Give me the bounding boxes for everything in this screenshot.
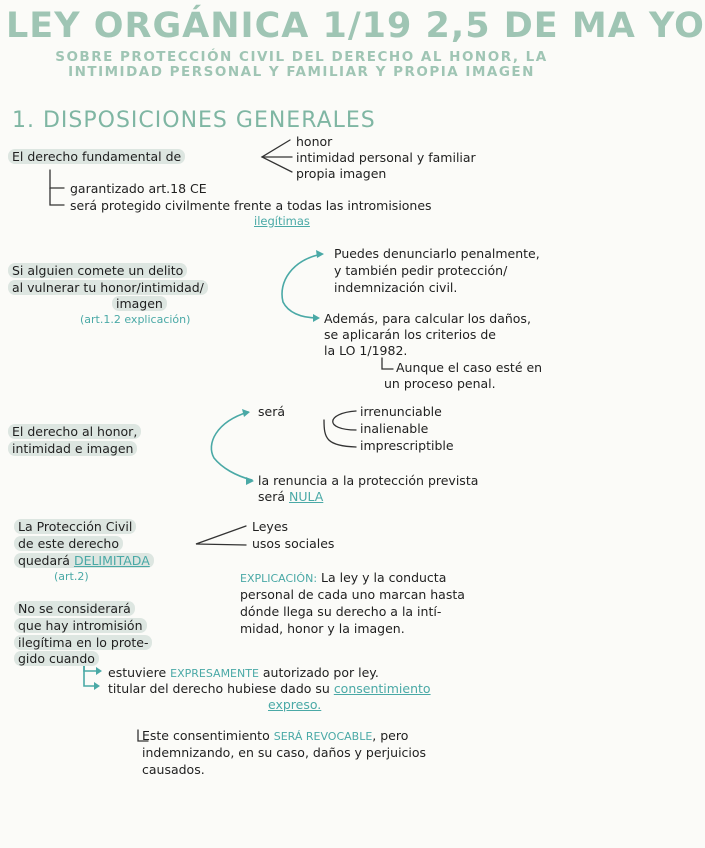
delimitation-line-2: de este derecho — [14, 536, 123, 551]
delimitation-line-1: La Protección Civil — [14, 519, 136, 534]
source-usos-sociales: usos sociales — [252, 536, 335, 551]
trait-inalienable: inalienable — [360, 421, 429, 436]
revocable-term: SERÁ REVOCABLE — [273, 730, 373, 743]
crime-line-3: imagen — [112, 296, 167, 311]
article-2-reference: (art.2) — [54, 570, 89, 583]
trait-irrenunciable: irrenunciable — [360, 404, 442, 419]
case-authorized-b: autorizado por ley. — [262, 665, 379, 680]
crime-line-2: al vulnerar tu honor/intimidad/ — [8, 280, 208, 295]
ilegitimas-term: ilegítimas — [254, 214, 310, 228]
revocable-line-3: causados. — [142, 762, 205, 777]
revocable-b: , pero — [372, 728, 409, 743]
right-item-intimidad: intimidad personal y familiar — [296, 150, 476, 165]
delimitada-term: DELIMITADA — [73, 553, 150, 568]
guarantee-note: garantizado art.18 CE — [70, 181, 207, 196]
exception-line-3: ilegítima en lo prote- — [14, 635, 152, 650]
honor-line-2: intimidad e imagen — [8, 441, 137, 456]
sera-label: será — [258, 404, 286, 419]
criteria-line-1: Además, para calcular los daños, — [324, 311, 531, 326]
explanation-line-2: personal de cada uno marcan hasta — [240, 587, 465, 602]
trait-imprescriptible: imprescriptible — [360, 438, 454, 453]
explanation-label: EXPLICACIÓN: — [240, 572, 318, 585]
delimitation-line-3 — [14, 553, 154, 568]
renuncia-line-1: la renuncia a la protección prevista — [258, 473, 479, 488]
expresamente-term: EXPRESAMENTE — [170, 667, 259, 680]
exception-line-1: No se considerará — [14, 601, 135, 616]
protection-note: será protegido civilmente frente a todas las intromisiones — [70, 198, 432, 213]
right-item-imagen: propia imagen — [296, 166, 387, 181]
honor-line-1: El derecho al honor, — [8, 424, 141, 439]
explanation-line-3: dónde llega su derecho a la intí- — [240, 604, 442, 619]
document-title: LEY ORGÁNICA 1/19 2,5 DE MA YO — [6, 6, 705, 46]
explanation-text-1: La ley y la conducta — [321, 570, 447, 585]
nula-term: NULA — [289, 489, 324, 504]
section-heading: 1. DISPOSICIONES GENERALES — [12, 108, 376, 133]
case-consent — [108, 681, 431, 696]
document-subtitle: SOBRE PROTECCIÓN CIVIL DEL DERECHO AL HONOR, LA INTIMIDAD PERSONAL Y FAMILIAR Y PROPIA IMAGEN — [55, 49, 548, 80]
penal-line-2: un proceso penal. — [384, 376, 496, 391]
exception-line-2: que hay intromisión — [14, 618, 147, 633]
case-authorized-a: estuviere — [108, 665, 167, 680]
case-consent-a: titular del derecho hubiese dado su — [108, 681, 330, 696]
explanation-line-4: midad, honor y la imagen. — [240, 621, 405, 636]
article-reference: (art.1.2 explicación) — [80, 313, 191, 326]
option-line-3: indemnización civil. — [334, 280, 458, 295]
option-line-1: Puedes denunciarlo penalmente, — [334, 246, 540, 261]
option-line-2: y también pedir protección/ — [334, 263, 508, 278]
revocable-a: Este consentimiento — [142, 728, 270, 743]
source-leyes: Leyes — [252, 519, 289, 534]
quedara-word: quedará — [18, 553, 70, 568]
explanation-line-1 — [240, 570, 446, 585]
criteria-line-3: la LO 1/1982. — [324, 343, 408, 358]
revocable-line-1 — [142, 728, 408, 743]
penal-line-1: Aunque el caso esté en — [396, 360, 543, 375]
sera-word: será — [258, 489, 286, 504]
fundamental-right-label: El derecho fundamental de — [8, 149, 185, 164]
criteria-line-2: se aplicarán los criterios de — [324, 327, 496, 342]
consentimiento-term: consentimiento — [333, 681, 431, 696]
renuncia-line-2 — [258, 489, 323, 504]
expreso-term: expreso. — [268, 697, 322, 712]
case-authorized — [108, 665, 379, 680]
crime-line-1: Si alguien comete un delito — [8, 263, 187, 278]
right-item-honor: honor — [296, 134, 333, 149]
revocable-line-2: indemnizando, en su caso, daños y perjuicios — [142, 745, 427, 760]
exception-line-4: gido cuando — [14, 651, 99, 666]
